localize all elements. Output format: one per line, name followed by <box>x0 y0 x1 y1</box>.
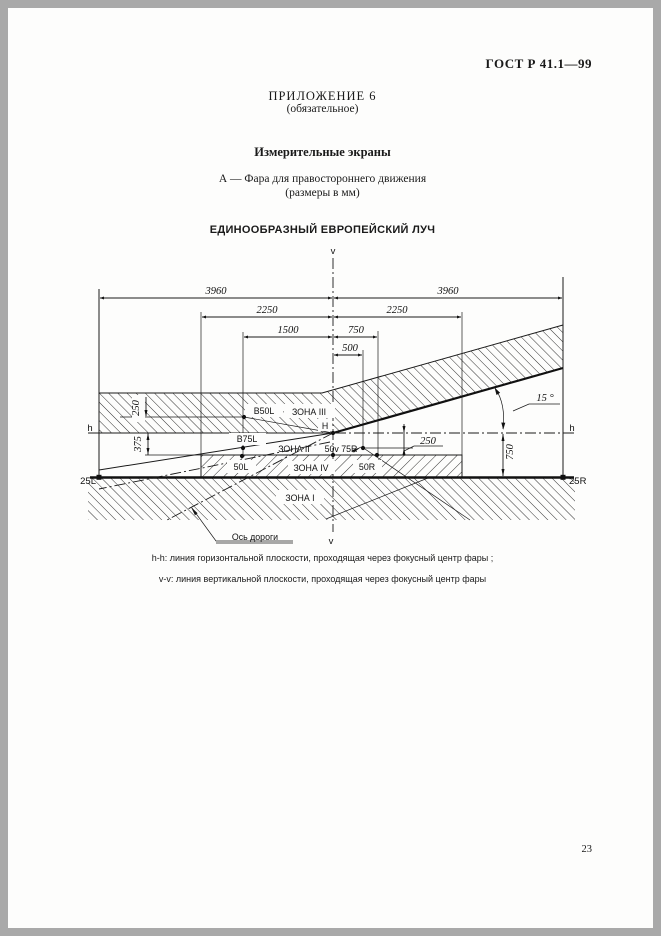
dim-750-top: 750 <box>348 325 364 336</box>
v-axis-label-top: v <box>330 246 336 257</box>
label-zone4: ЗОНА IV <box>293 463 329 473</box>
dim-2250-left: 2250 <box>256 305 278 316</box>
v-axis-label-bottom: v <box>328 536 334 547</box>
figure-caption-line1: А — Фара для правостороннего движения <box>218 173 427 185</box>
diagram-title: ЕДИНООБРАЗНЫЙ ЕВРОПЕЙСКИЙ ЛУЧ <box>209 224 436 236</box>
h-axis-label-right: h <box>569 423 575 434</box>
p25R-label: 25R <box>569 476 587 487</box>
dim-750-right: 750 <box>505 444 516 460</box>
dim-3960-left: 3960 <box>205 286 227 297</box>
section-title: Измерительные экраны <box>254 145 391 159</box>
p25L-marker <box>97 475 102 480</box>
point-B75L <box>241 446 245 450</box>
figure-caption-line2: (размеры в мм) <box>285 187 360 199</box>
label-50R: 50R <box>358 462 376 472</box>
label-50v-75R: 50v 75R <box>324 444 358 454</box>
zone1-hatch-area <box>88 478 575 520</box>
appendix-subtitle: (обязательное) <box>286 103 359 115</box>
angle-15-leader <box>513 404 560 411</box>
point-50R <box>375 453 379 457</box>
label-zone3: ЗОНА III <box>291 407 327 417</box>
dim-500: 500 <box>342 343 358 354</box>
doc-number: ГОСТ Р 41.1—99 <box>485 56 592 71</box>
point-B50L <box>242 415 246 419</box>
label-B50L: B50L <box>253 406 275 416</box>
dim-2250-right: 2250 <box>386 305 408 316</box>
label-H: H <box>321 421 329 431</box>
h-axis-label-left: h <box>87 423 93 434</box>
p25L-label: 25L <box>80 476 96 487</box>
footnote-vv: v-v: линия вертикальной плоскости, проходящая через фокусный центр фары <box>158 574 487 584</box>
label-B75L: B75L <box>236 434 258 444</box>
point-H <box>331 431 335 435</box>
label-road-axis: Ось дороги <box>231 532 279 542</box>
dim-1500: 1500 <box>277 325 299 336</box>
dim-3960-right: 3960 <box>437 286 459 297</box>
angle-15-label: 15 ° <box>536 393 554 404</box>
point-75R <box>361 446 365 450</box>
page-number: 23 <box>581 844 592 855</box>
label-50L: 50L <box>233 462 249 472</box>
dim-250-right: 250 <box>420 436 436 447</box>
dim-250-left: 250 <box>131 400 142 416</box>
appendix-title: ПРИЛОЖЕНИЕ 6 <box>268 89 377 103</box>
footnote-hh: h-h: линия горизонтальной плоскости, проходящая через фокусный центр фары ; <box>151 553 494 563</box>
point-50L <box>240 454 244 458</box>
dim-375-left: 375 <box>133 436 144 452</box>
p25R-marker <box>561 475 566 480</box>
label-zone1: ЗОНА I <box>285 493 315 503</box>
label-zone2: ЗОНА II <box>278 444 310 454</box>
